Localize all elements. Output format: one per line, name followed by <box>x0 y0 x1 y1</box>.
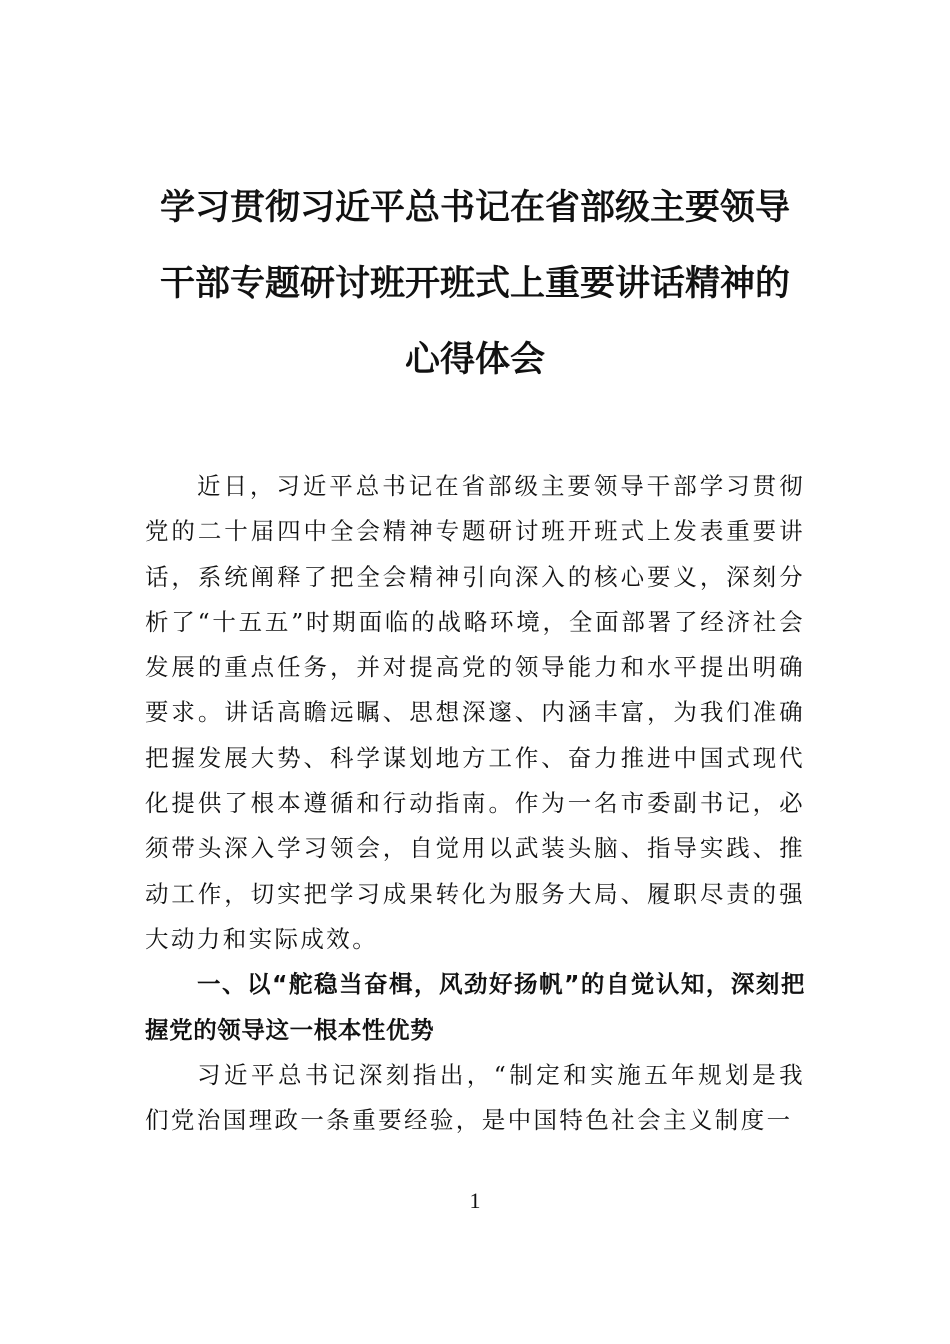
section-one-heading: 一、以“舵稳当奋楫，风劲好扬帆”的自觉认知，深刻把握党的领导这一根本性优势 <box>145 970 805 1044</box>
document-body <box>145 464 805 1143</box>
section-one-paragraph: 习近平总书记深刻指出，“制定和实施五年规划是我们党治国理政一条重要经验，是中国特色社会主义制度一 <box>145 1060 805 1135</box>
title-line-3: 心得体会 <box>404 339 545 380</box>
title-line-2: 干部专题研讨班开班式上重要讲话精神的 <box>159 263 790 304</box>
title-line-1: 学习贯彻习近平总书记在省部级主要领导 <box>159 187 790 228</box>
intro-paragraph: 近日，习近平总书记在省部级主要领导干部学习贯彻党的二十届四中全会精神专题研讨班开班式上发表重要讲话，系统阐释了把全会精神引向深入的核心要义，深刻分析了“十五五”时期面临的战略环境，全面部署了经济社会发展的重点任务，并对提高党的领导能力和水平提出明确要求。讲话高瞻远瞩、思想深邃、内涵丰富，为我们准确把握发展大势、科学谋划地方工作、奋力推进中国式现代化提供了根本遵循和行动指南。作为一名市委副书记，必须带头深入学习领会，自觉用以武装头脑、指导实践、推动工作，切实把学习成果转化为服务大局、履职尽责的强大动力和实际成效。 <box>145 472 805 953</box>
page-number: 1 <box>469 1188 481 1213</box>
document-title <box>120 170 830 398</box>
